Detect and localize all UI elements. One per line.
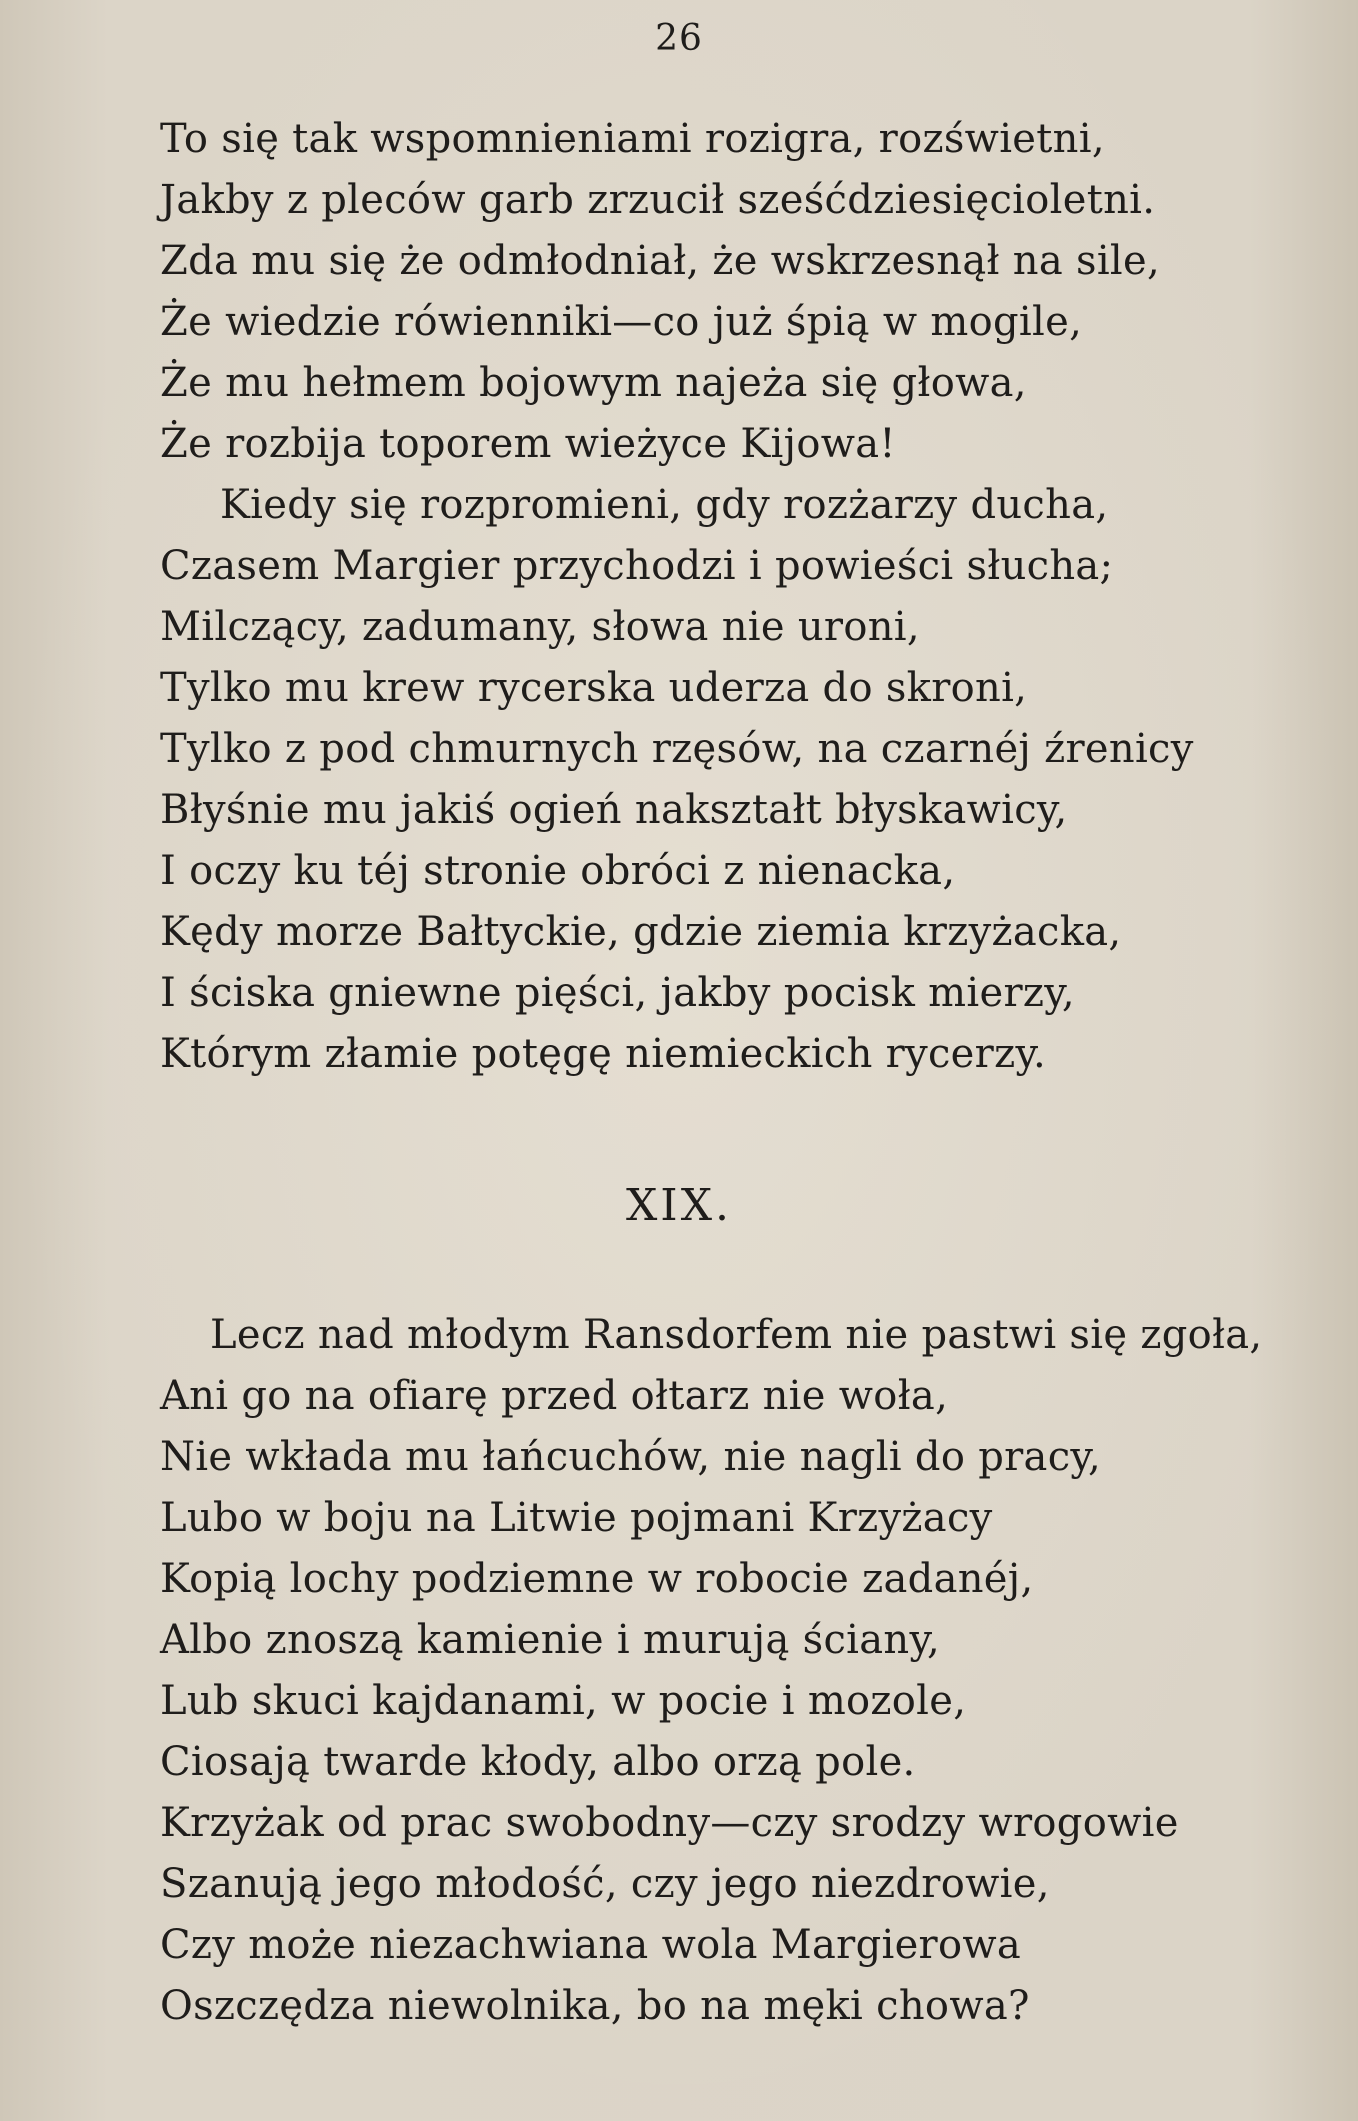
poem-line: Czasem Margier przychodzi i powieści słucha; [160, 543, 1114, 589]
poem-line: Kopią lochy podziemne w robocie zadanéj, [160, 1556, 1034, 1602]
poem-line: Jakby z pleców garb zrzucił sześćdziesięcioletni. [160, 177, 1156, 223]
poem-line: Tylko mu krew rycerska uderza do skroni, [160, 665, 1028, 711]
poem-line: I oczy ku téj stronie obróci z nienacka, [160, 848, 956, 894]
poem-line: Błyśnie mu jakiś ogień nakształt błyskawicy, [160, 787, 1068, 833]
poem-line: Którym złamie potęgę niemieckich rycerzy. [160, 1031, 1047, 1077]
poem-line: Nie wkłada mu łańcuchów, nie nagli do pracy, [160, 1434, 1101, 1480]
poem-line: Lecz nad młodym Ransdorfem nie pastwi się zgoła, [210, 1312, 1263, 1358]
poem-line: Kiedy się rozpromieni, gdy rozżarzy ducha, [220, 482, 1109, 528]
poem-line: Kędy morze Bałtyckie, gdzie ziemia krzyżacka, [160, 909, 1122, 955]
poem-line: To się tak wspomnieniami rozigra, rozświetni, [160, 116, 1105, 162]
poem-line: Milczący, zadumany, słowa nie uroni, [160, 604, 920, 650]
poem-line: Ciosają twarde kłody, albo orzą pole. [160, 1739, 916, 1785]
poem-line: Że mu hełmem bojowym najeża się głowa, [160, 360, 1027, 406]
poem-line: Że rozbija toporem wieżyce Kijowa! [160, 421, 896, 467]
poem-line: Krzyżak od prac swobodny—czy srodzy wrogowie [160, 1800, 1179, 1846]
poem-line: Że wiedzie rówienniki—co już śpią w mogile, [160, 299, 1083, 345]
poem-stanza-1 [160, 109, 1194, 1085]
page-number: 26 [655, 18, 703, 59]
section-title: XIX. [625, 1180, 732, 1231]
poem-line: Ani go na ofiarę przed ołtarz nie woła, [160, 1373, 949, 1419]
poem-line: Czy może niezachwiana wola Margierowa [160, 1922, 1022, 1968]
poem-line: Lubo w boju na Litwie pojmani Krzyżacy [160, 1495, 993, 1541]
poem-line: Zda mu się że odmłodniał, że wskrzesnął na sile, [160, 238, 1160, 284]
poem-line: I ściska gniewne pięści, jakby pocisk mierzy, [160, 970, 1075, 1016]
poem-line: Szanują jego młodość, czy jego niezdrowie, [160, 1861, 1050, 1907]
poem-line: Albo znoszą kamienie i murują ściany, [160, 1617, 941, 1663]
poem-stanza-2 [160, 1305, 1262, 2037]
poem-line: Tylko z pod chmurnych rzęsów, na czarnéj źrenicy [160, 726, 1194, 772]
poem-line: Oszczędza niewolnika, bo na męki chowa? [160, 1983, 1030, 2029]
poem-line: Lub skuci kajdanami, w pocie i mozole, [160, 1678, 967, 1724]
